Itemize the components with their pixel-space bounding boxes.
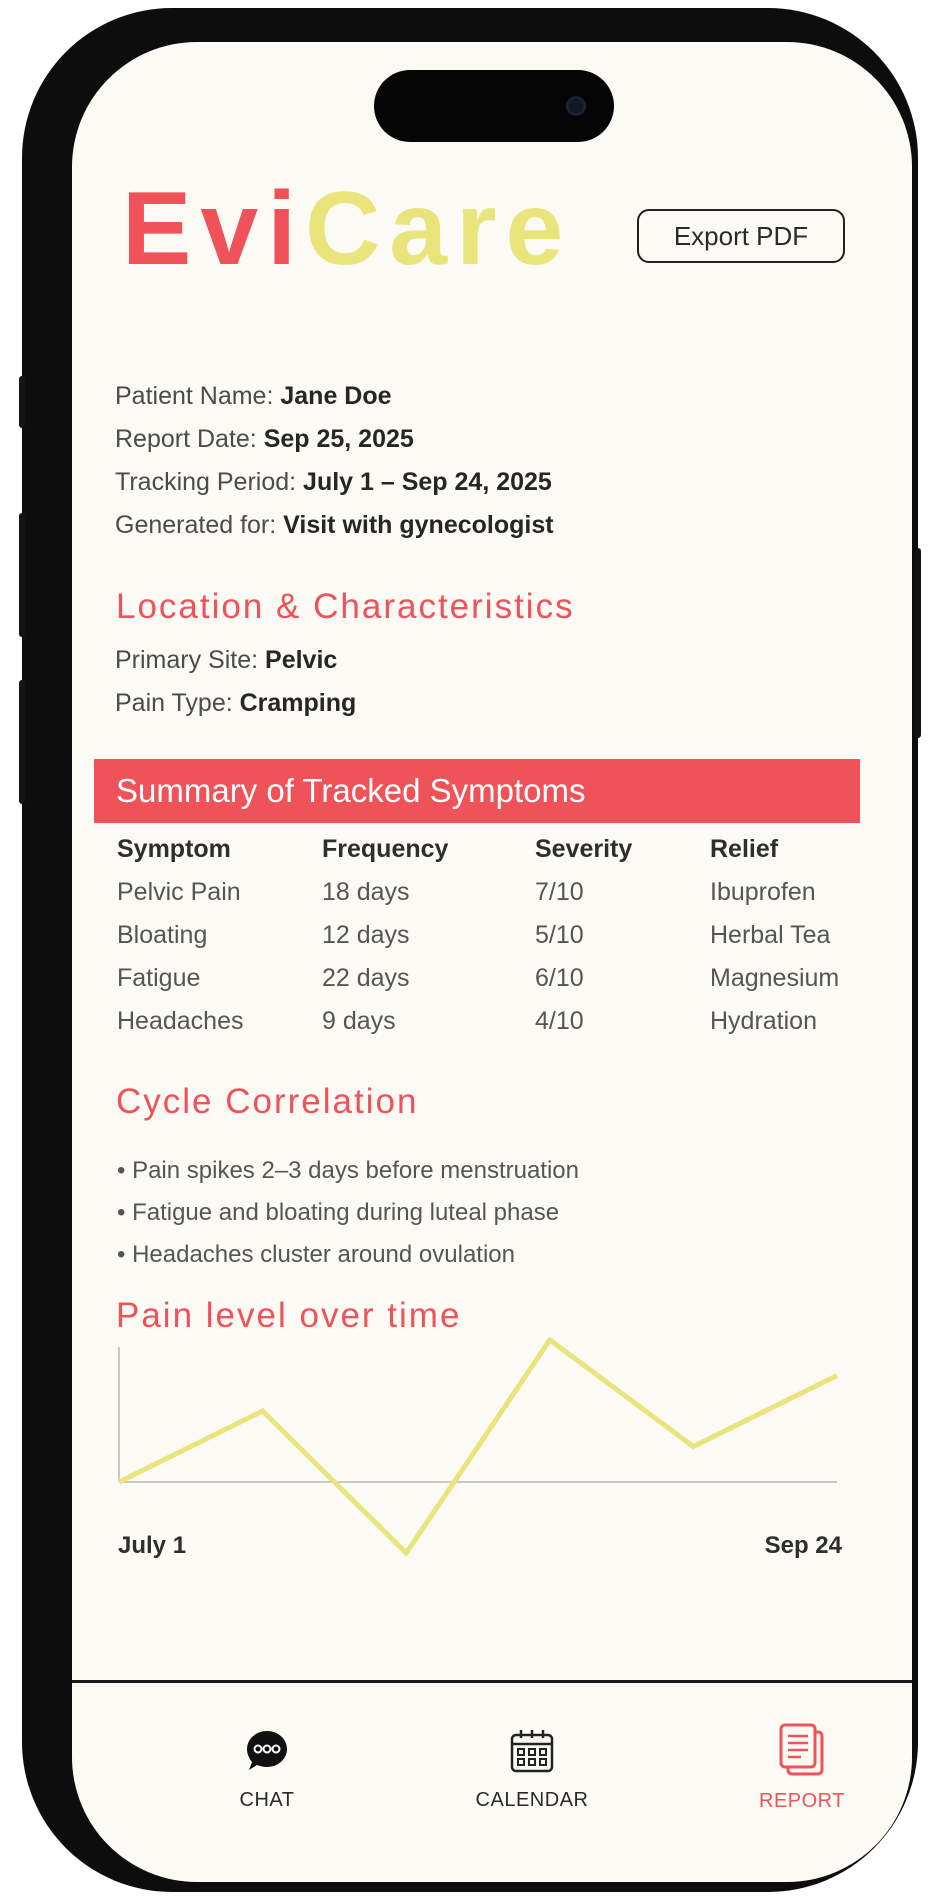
cell-frequency: 22 days <box>322 964 410 992</box>
cell-frequency: 9 days <box>322 1007 396 1035</box>
cycle-section-title: Cycle Correlation <box>116 1082 419 1121</box>
report-icon <box>776 1722 828 1778</box>
phone-frame <box>22 8 918 1892</box>
cell-relief: Ibuprofen <box>710 878 816 906</box>
generated-for-value: Visit with gynecologist <box>283 511 554 539</box>
pain-type-label: Pain Type: <box>115 689 240 717</box>
x-tick-end: Sep 24 <box>764 1532 842 1559</box>
cell-frequency: 18 days <box>322 878 410 906</box>
export-pdf-button[interactable]: Export PDF <box>637 209 845 263</box>
screen <box>72 42 912 1882</box>
cell-severity: 5/10 <box>535 921 584 949</box>
pain-type-value: Cramping <box>239 689 357 717</box>
cell-severity: 6/10 <box>535 964 584 992</box>
cell-frequency: 12 days <box>322 921 410 949</box>
chart-title: Pain level over time <box>116 1296 462 1335</box>
list-item: • Pain spikes 2–3 days before menstruation <box>117 1157 579 1184</box>
cell-relief: Magnesium <box>710 964 840 992</box>
nav-report-label: REPORT <box>759 1790 845 1812</box>
chat-icon <box>243 1727 291 1775</box>
report-date-value: Sep 25, 2025 <box>263 425 414 453</box>
cell-severity: 4/10 <box>535 1007 584 1035</box>
cell-symptom: Headaches <box>117 1007 244 1035</box>
nav-calendar[interactable] <box>432 1727 632 1812</box>
list-item: • Headaches cluster around ovulation <box>117 1241 515 1268</box>
tracking-period-label: Tracking Period: <box>115 468 304 496</box>
location-section-title: Location & Characteristics <box>116 587 575 626</box>
patient-name-label: Patient Name: <box>115 382 281 410</box>
patient-name-value: Jane Doe <box>280 382 392 410</box>
summary-banner: Summary of Tracked Symptoms <box>94 759 860 823</box>
logo-care: Care <box>305 171 573 287</box>
report-date-label: Report Date: <box>115 425 264 453</box>
generated-for-label: Generated for: <box>115 511 284 539</box>
nav-chat[interactable] <box>167 1727 367 1812</box>
header-frequency: Frequency <box>322 835 449 863</box>
primary-site-label: Primary Site: <box>115 646 266 674</box>
cell-symptom: Bloating <box>117 921 208 949</box>
cell-relief: Hydration <box>710 1007 817 1035</box>
nav-chat-label: CHAT <box>239 1789 295 1811</box>
nav-divider <box>72 1680 912 1683</box>
pain-chart <box>72 42 912 1682</box>
x-tick-start: July 1 <box>118 1532 187 1559</box>
tracking-period-value: July 1 – Sep 24, 2025 <box>303 468 552 496</box>
logo-evi: Evi <box>122 171 306 287</box>
header-symptom: Symptom <box>117 835 231 863</box>
cell-relief: Herbal Tea <box>710 921 831 949</box>
header-severity: Severity <box>535 835 633 863</box>
cell-severity: 7/10 <box>535 878 584 906</box>
nav-report[interactable] <box>702 1722 902 1813</box>
cell-symptom: Fatigue <box>117 964 201 992</box>
primary-site-value: Pelvic <box>265 646 338 674</box>
pain-series-line <box>119 1340 837 1553</box>
list-item: • Fatigue and bloating during luteal phase <box>117 1199 560 1226</box>
nav-calendar-label: CALENDAR <box>475 1789 589 1811</box>
calendar-icon <box>508 1727 556 1775</box>
header-relief: Relief <box>710 835 779 863</box>
cell-symptom: Pelvic Pain <box>117 878 241 906</box>
